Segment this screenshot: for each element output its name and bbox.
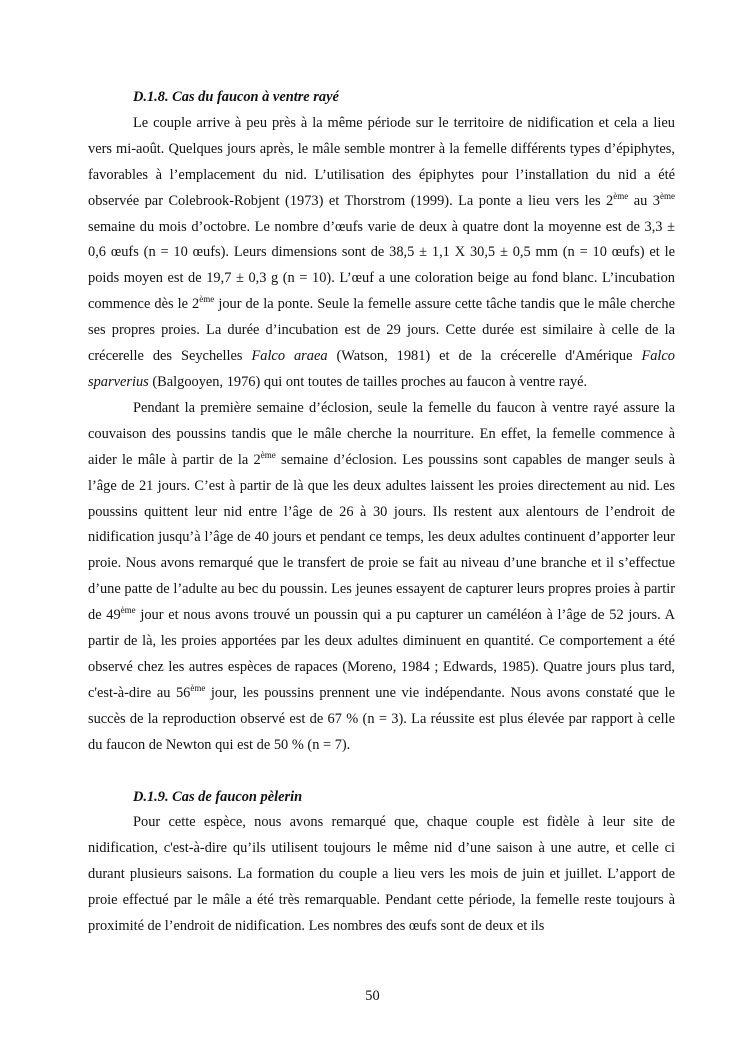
section-spacer: [88, 759, 675, 785]
document-page: [88, 85, 675, 940]
text-run: au 3: [628, 192, 660, 209]
section-heading-d19: D.1.9. Cas de faucon pèlerin: [133, 788, 303, 805]
text-run: Pour cette espèce, nous avons remarqué que, chaque couple est fidèle à leur site de nidification, c'est-à-dire qu’ils utilisent toujours le même nid d’une saison à une autre, et celle ci durant plusieurs saisons. La formation du couple a lieu vers les mois de juin et juillet. L’apport de proie effectué par le mâle a été très remarquable. Pendant cette période, la femelle reste toujours à proximité de l’endroit de nidification. Les nombres des œufs sont de deux et ils: [88, 814, 675, 935]
text-run: jour de la ponte. Seule la femelle assure cette tâche tandis que le mâle cherche ses propres proies. La durée d’incubation est de 29 jours. Cette durée est similaire à celle de la crécerelle des Seychelles: [88, 296, 675, 365]
superscript: ème: [190, 682, 206, 693]
paragraph-d19: [88, 810, 675, 940]
paragraph-d18-nesting: [88, 111, 675, 396]
text-run: Pendant la première semaine d’éclosion, seule la femelle du faucon à ventre rayé assure la couvaison des poussins tandis que le mâle cherche la nourriture. En effet, la femelle commence à aider le mâle à partir de la 2: [88, 399, 675, 468]
species-name: Falco araea: [251, 348, 328, 365]
text-run: jour et nous avons trouvé un poussin qui a pu capturer un caméléon à l’âge de 52 jours. A partir de là, les proies apportées par les deux adultes diminuent en quantité. Ce comportement a été observé chez les autres espèces de rapaces (Moreno, 1984 ; Edwards, 1985). Quatre jours plus tard, c'est-à-dire au 56: [88, 607, 675, 701]
text-run: (Balgooyen, 1976) qui ont toutes de tailles proches au faucon à ventre rayé.: [148, 373, 588, 390]
superscript: ème: [613, 190, 629, 201]
page-number: 50: [365, 988, 380, 1004]
text-run: jour, les poussins prennent une vie indépendante. Nous avons constaté que le succès de la reproduction observé est de 67 % (n = 3). La réussite est plus élevée par rapport à celle du faucon de Newton qui est de 50 % (n = 7).: [88, 684, 676, 753]
section-heading-d18: D.1.8. Cas du faucon à ventre rayé: [133, 89, 339, 105]
species-name: Falco sparverius: [88, 348, 676, 390]
superscript: ème: [260, 449, 276, 460]
text-run: (Watson, 1981) et de la crécerelle d'Amérique: [327, 348, 642, 365]
text-run: Le couple arrive à peu près à la même période sur le territoire de nidification et cela a lieu vers mi-août. Quelques jours après, le mâle semble montrer à la femelle différents types d’épiphytes, favorables à l’emplacement du nid. L’utilisation des épiphytes pour l’installation du nid a été observée par Colebrook-Robjent (1973) et Thorstrom (1999). La ponte a lieu vers les 2: [88, 114, 675, 209]
superscript: ème: [199, 294, 215, 305]
paragraph-d18-hatching: [88, 396, 675, 759]
text-run: semaine d’éclosion. Les poussins sont capables de manger seuls à l’âge de 21 jours. C’est à partir de là que les deux adultes laissent les proies directement au nid. Les poussins quittent leur nid entre l’âge de 26 à 30 jours. Ils restent aux alentours de l’endroit de nidification jusqu’à l’âge de 40 jours et pendant ce temps, les deux adultes continuent d’apporter leur proie. Nous avons remarqué que le transfert de proie se fait au niveau d’une branche et il s’effectue d’une patte de l’adulte au bec du poussin. Les jeunes essayent de capturer leurs propres proies à partir de 49: [88, 451, 675, 624]
superscript: ème: [120, 605, 136, 616]
superscript: ème: [660, 190, 675, 201]
text-run: semaine du mois d’octobre. Le nombre d’œufs varie de deux à quatre dont la moyenne est de 3,3 ± 0,6 œufs (n = 10 œufs). Leurs dimensions sont de 38,5 ± 1,1 X 30,5 ± 0,5 mm (n = 10 œufs) et le poids moyen est de 19,7 ± 0,3 g (n = 10). L’œuf a une coloration beige au fond blanc. L’incubation commence dès le 2: [88, 218, 675, 313]
